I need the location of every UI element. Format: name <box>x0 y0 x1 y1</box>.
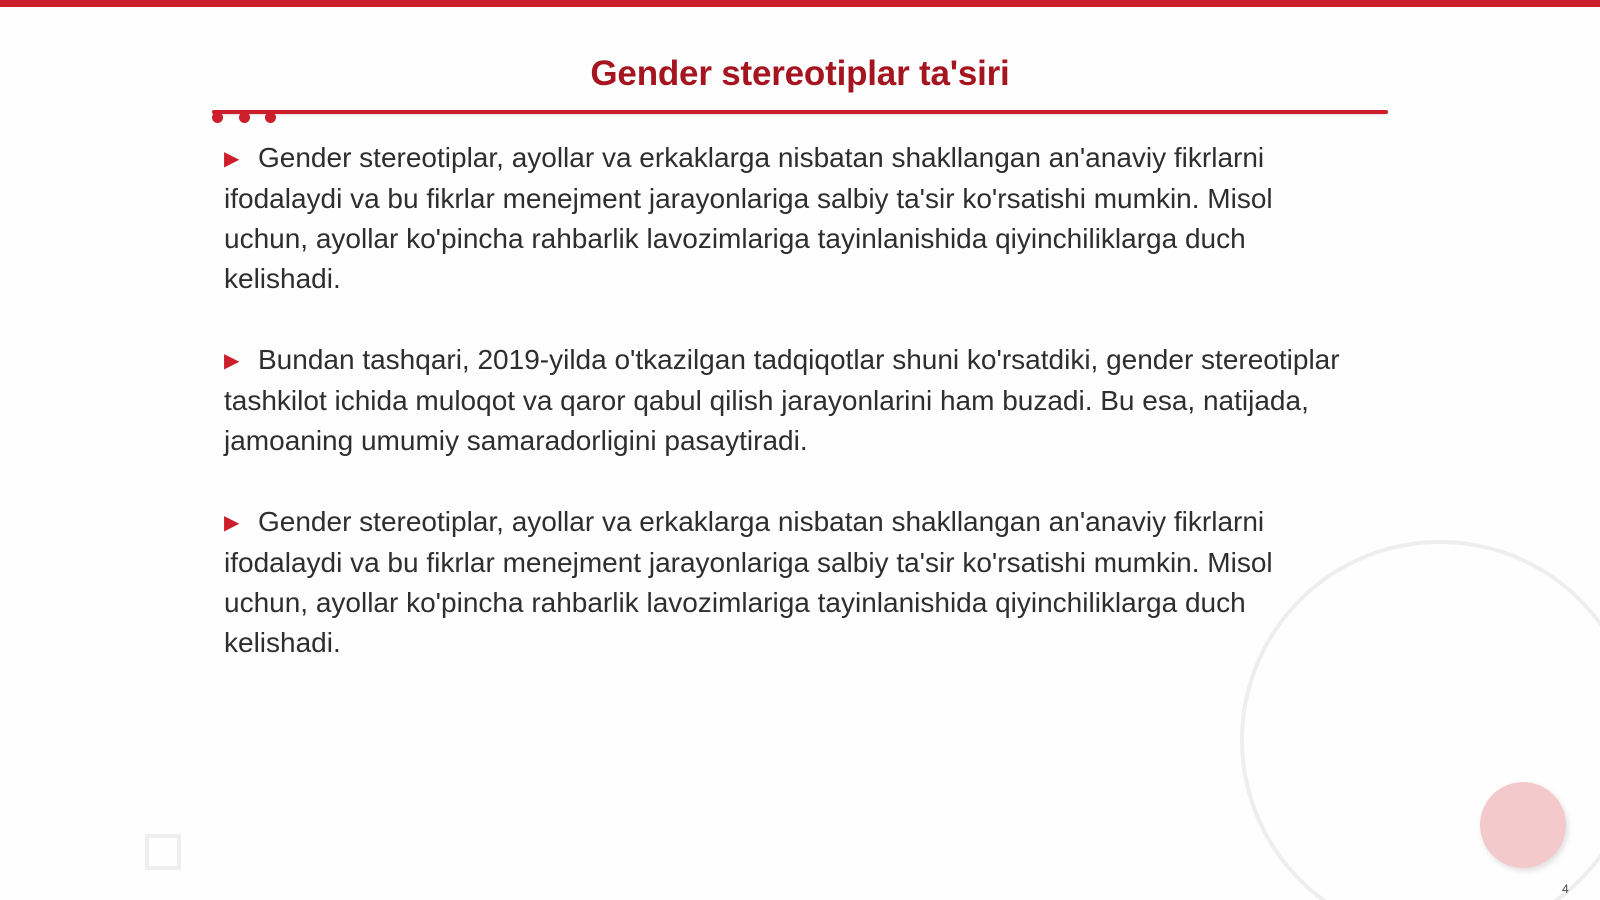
bullet-list <box>224 138 1364 704</box>
decorative-dot <box>265 112 276 123</box>
title-underline <box>212 110 1388 114</box>
bullet-text: Gender stereotiplar, ayollar va erkaklarga nisbatan shakllangan an'anaviy fikrlarni ifodalaydi va bu fikrlar menejment jarayonlariga salbiy ta'sir ko'rsatishi mumkin. Misol uchun, ayollar ko'pincha rahbarlik lavozimlariga tayinlanishida qiyinchiliklarga duch kelishadi. <box>224 142 1273 294</box>
decorative-square <box>145 834 181 870</box>
bullet-arrow-icon: ▶ <box>224 148 240 170</box>
bullet-text: Gender stereotiplar, ayollar va erkaklarga nisbatan shakllangan an'anaviy fikrlarni ifodalaydi va bu fikrlar menejment jarayonlariga salbiy ta'sir ko'rsatishi mumkin. Misol uchun, ayollar ko'pincha rahbarlik lavozimlariga tayinlanishida qiyinchiliklarga duch kelishadi. <box>224 506 1273 658</box>
decorative-circle <box>1480 782 1566 868</box>
decorative-dot <box>212 112 223 123</box>
decorative-dot <box>239 112 250 123</box>
bullet-arrow-icon: ▶ <box>224 350 240 372</box>
bullet-item <box>224 138 1364 299</box>
bullet-text: Bundan tashqari, 2019-yilda o'tkazilgan tadqiqotlar shuni ko'rsatdiki, gender stereotiplar tashkilot ichida muloqot va qaror qabul qilish jarayonlarini ham buzadi. Bu esa, natijada, jamoaning umumiy samaradorligini pasaytiradi. <box>224 344 1340 456</box>
top-accent-bar <box>0 0 1600 7</box>
bullet-item <box>224 502 1364 663</box>
slide-title: Gender stereotiplar ta'siri <box>590 54 1010 93</box>
bullet-item <box>224 340 1364 461</box>
page-number: 4 <box>1562 882 1569 896</box>
bullet-arrow-icon: ▶ <box>224 512 240 534</box>
